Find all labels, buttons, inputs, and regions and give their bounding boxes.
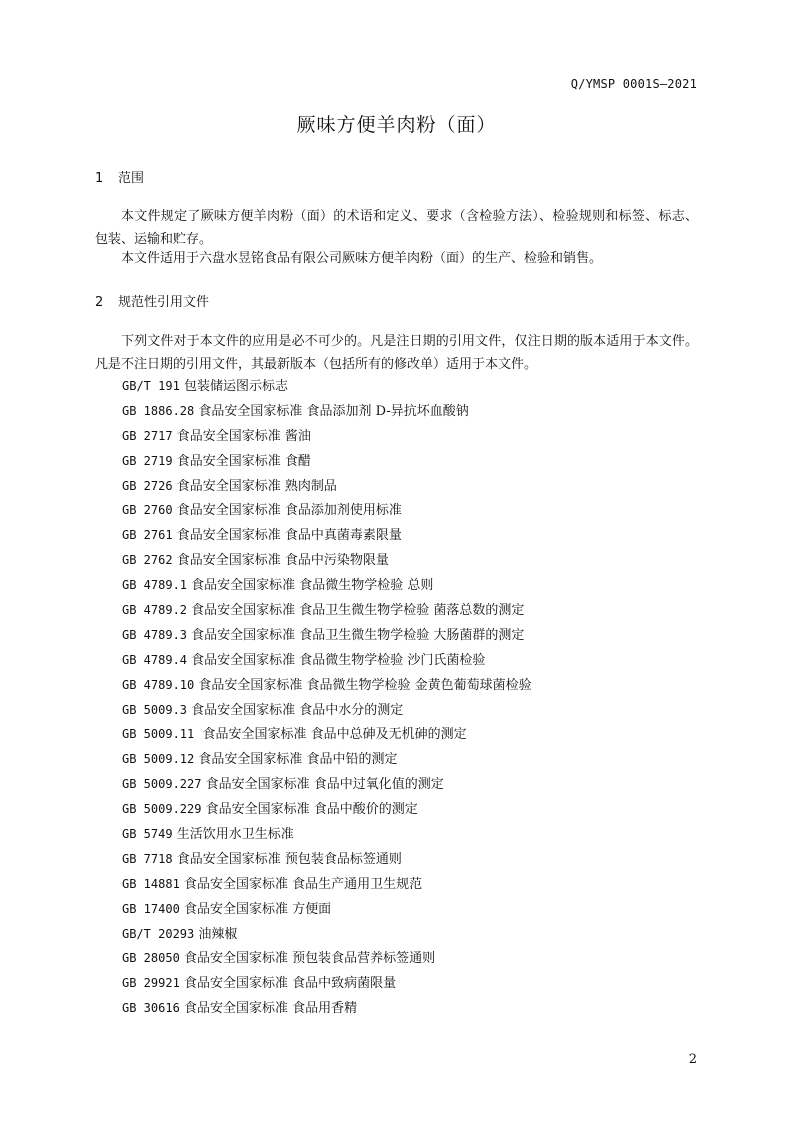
reference-item (122, 477, 532, 502)
reference-code: GB 5009.11 (122, 727, 195, 742)
reference-code: GB 2719 (122, 453, 173, 468)
reference-item (122, 427, 532, 452)
reference-item (122, 900, 532, 925)
document-title: 厥味方便羊肉粉（面） (296, 114, 497, 136)
reference-item (122, 452, 532, 477)
reference-item (122, 701, 532, 726)
reference-title: 包装储运图示标志 (183, 379, 288, 394)
section-number: 2 (95, 295, 104, 310)
reference-item (122, 850, 532, 875)
section-number: 1 (95, 171, 104, 186)
reference-title: 食品安全国家标准 食品添加剂使用标准 (176, 503, 402, 519)
reference-code: GB 4789.4 (122, 652, 188, 667)
reference-title: 食品安全国家标准 预包装食品标签通则 (176, 851, 402, 867)
reference-title: 食品安全国家标准 食品中致病菌限量 (183, 976, 397, 992)
reference-title: 食品安全国家标准 食品微生物学检验 金黄色葡萄球菌检验 (198, 677, 532, 693)
reference-title: 食品安全国家标准 食品生产通用卫生规范 (183, 876, 423, 892)
reference-item (122, 576, 532, 601)
reference-title: 食品安全国家标准 熟肉制品 (176, 478, 337, 494)
reference-code: GB 4789.2 (122, 603, 188, 618)
reference-title: 食品安全国家标准 食品中真菌毒素限量 (176, 528, 402, 544)
reference-item (122, 402, 532, 427)
reference-title: 食品安全国家标准 预包装食品营养标签通则 (183, 951, 436, 967)
reference-code: GB 2762 (122, 553, 173, 568)
reference-item (122, 974, 532, 999)
reference-code: GB/T 20293 (122, 926, 195, 941)
reference-code: GB 5009.227 (122, 777, 202, 792)
reference-title: 食品安全国家标准 食品微生物学检验 沙门氏菌检验 (191, 652, 486, 668)
reference-title: 食品安全国家标准 食醋 (176, 453, 311, 469)
reference-item (122, 501, 532, 526)
reference-item (122, 626, 532, 651)
reference-item (122, 676, 532, 701)
page-number: 2 (688, 1052, 697, 1067)
reference-title: 食品安全国家标准 食品中过氧化值的测定 (205, 777, 444, 793)
reference-item (122, 825, 532, 850)
reference-title: 食品安全国家标准 食品中水分的测定 (191, 702, 404, 718)
reference-item (122, 601, 532, 626)
reference-item (122, 750, 532, 775)
reference-code: GB 29921 (122, 976, 180, 991)
reference-code: GB 5009.12 (122, 752, 195, 767)
reference-title: 食品安全国家标准 食品卫生微生物学检验 菌落总数的测定 (191, 603, 525, 619)
reference-item (122, 725, 532, 750)
reference-code: GB 17400 (122, 901, 180, 916)
reference-item (122, 526, 532, 551)
reference-title: 生活饮用水卫生标准 (176, 827, 294, 843)
reference-item (122, 875, 532, 900)
reference-code: GB 30616 (122, 1001, 180, 1016)
reference-code: GB 4789.10 (122, 677, 195, 692)
reference-title: 食品安全国家标准 食品中总砷及无机砷的测定 (198, 727, 467, 743)
reference-list (122, 377, 532, 1024)
reference-code: GB 5009.3 (122, 702, 188, 717)
reference-title: 食品安全国家标准 食品中污染物限量 (176, 553, 389, 569)
scope-paragraph: 本文件规定了厥味方便羊肉粉（面）的术语和定义、要求（含检验方法）、检验规则和标签、标志、包装、运输和贮存。 (95, 209, 698, 247)
reference-item (122, 551, 532, 576)
references-intro-paragraph: 下列文件对于本文件的应用是必不可少的。凡是注日期的引用文件，仅注日期的版本适用于本文件。凡是不注日期的引用文件，其最新版本（包括所有的修改单）适用于本文件。 (95, 334, 698, 372)
reference-item (122, 949, 532, 974)
reference-title: 食品安全国家标准 食品中铅的测定 (198, 752, 398, 768)
reference-item (122, 925, 532, 950)
reference-code: GB 2717 (122, 428, 173, 443)
reference-item (122, 651, 532, 676)
reference-title: 食品安全国家标准 方便面 (183, 901, 332, 917)
reference-title: 食品安全国家标准 食品添加剂 D-异抗坏血酸钠 (198, 403, 469, 419)
reference-code: GB 28050 (122, 951, 180, 966)
reference-title: 食品安全国家标准 食品卫生微生物学检验 大肠菌群的测定 (191, 627, 525, 643)
reference-item (122, 800, 532, 825)
reference-code: GB 5009.229 (122, 802, 202, 817)
section-1-heading (95, 167, 144, 186)
reference-code: GB 2726 (122, 478, 173, 493)
reference-code: GB 2760 (122, 503, 173, 518)
reference-code: GB 14881 (122, 876, 180, 891)
reference-title: 食品安全国家标准 食品微生物学检验 总则 (191, 578, 434, 594)
reference-title: 食品安全国家标准 食品中酸价的测定 (205, 802, 418, 818)
reference-code: GB 4789.1 (122, 578, 188, 593)
reference-code: GB 4789.3 (122, 627, 188, 642)
reference-item (122, 377, 532, 402)
reference-code: GB 5749 (122, 827, 173, 842)
reference-code: GB 2761 (122, 528, 173, 543)
reference-title: 食品安全国家标准 酱油 (176, 428, 311, 444)
section-2-heading (95, 291, 209, 310)
applicability-paragraph: 本文件适用于六盘水昱铭食品有限公司厥味方便羊肉粉（面）的生产、检验和销售。 (121, 251, 603, 266)
reference-code: GB/T 191 (122, 379, 180, 393)
reference-title: 食品安全国家标准 食品用香精 (183, 1001, 358, 1017)
reference-code: GB 7718 (122, 851, 173, 866)
section-title: 范围 (118, 171, 145, 186)
reference-item (122, 775, 532, 800)
section-title: 规范性引用文件 (118, 295, 210, 310)
reference-title: 油辣椒 (198, 926, 238, 942)
reference-item (122, 999, 532, 1024)
document-code: Q/YMSP 0001S—2021 (570, 77, 697, 91)
reference-code: GB 1886.28 (122, 403, 195, 418)
